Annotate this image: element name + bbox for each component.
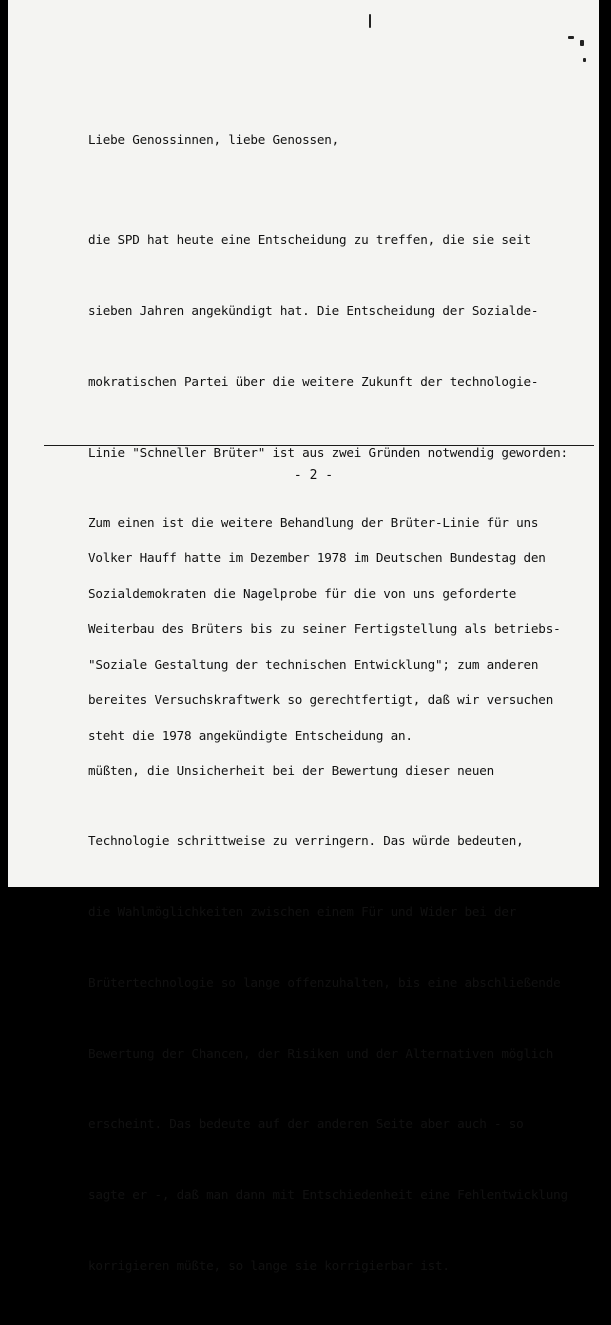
page-break-divider (44, 445, 594, 446)
page-number: - 2 - (293, 468, 334, 483)
paragraph-line: bereites Versuchskraftwerk so gerechtfertigt, daß wir versuchen (88, 691, 554, 707)
paragraph-line: die Wahlmöglichkeiten zwischen einem Für und Wider bei der (88, 904, 517, 920)
paragraph-line: sieben Jahren angekündigt hat. Die Entscheidung der Sozialde- (88, 302, 539, 318)
document-page (8, 0, 599, 1273)
paragraph-line: Bewertung der Chancen, der Risiken und der Alternativen möglich (88, 1045, 554, 1061)
paragraph-line: korrigieren müßte, so lange sie korrigierbar ist. (88, 1258, 450, 1273)
paragraph-line: Volker Hauff hatte im Dezember 1978 im Deutschen Bundestag den (88, 550, 546, 566)
paragraph-line: die SPD hat heute eine Entscheidung zu treffen, die sie seit (88, 232, 531, 248)
paragraph-2 (88, 499, 568, 1325)
paragraph-line: Weiterbau des Brüters bis zu seiner Fertigstellung als betriebs- (88, 620, 561, 636)
letter-greeting: Liebe Genossinnen, liebe Genossen, (88, 132, 339, 147)
paragraph-line: Sozialdemokraten die Nagelprobe für die von uns geforderte (88, 586, 517, 602)
scan-speck (583, 58, 586, 62)
paragraph-line: Brütertechnologie so lange offenzuhalten, bis eine abschließende (88, 974, 561, 990)
paragraph-line: Technologie schrittweise zu verringern. Das würde bedeuten, (88, 833, 524, 849)
scan-speck (568, 36, 574, 39)
paragraph-line: "Soziale Gestaltung der technischen Entwicklung"; zum anderen (88, 656, 539, 672)
paragraph-line: sagte er -, daß man dann mit Entschiedenheit eine Fehlentwicklung (88, 1187, 568, 1203)
paragraph-line: Linie "Schneller Brüter" ist aus zwei Gründen notwendig geworden: (88, 444, 568, 460)
paragraph-line: erscheint. Das bedeute auf der anderen Seite aber auch - so (88, 1116, 524, 1132)
scan-speck (369, 14, 371, 28)
paragraph-line: mokratischen Partei über die weitere Zukunft der technologie- (88, 373, 539, 389)
paragraph-line: müßten, die Unsicherheit bei der Bewertung dieser neuen (88, 762, 495, 778)
scan-speck (580, 40, 584, 46)
paragraph-line: steht die 1978 angekündigte Entscheidung an. (88, 727, 413, 743)
paragraph-line: Zum einen ist die weitere Behandlung der Brüter-Linie für uns (88, 515, 539, 531)
